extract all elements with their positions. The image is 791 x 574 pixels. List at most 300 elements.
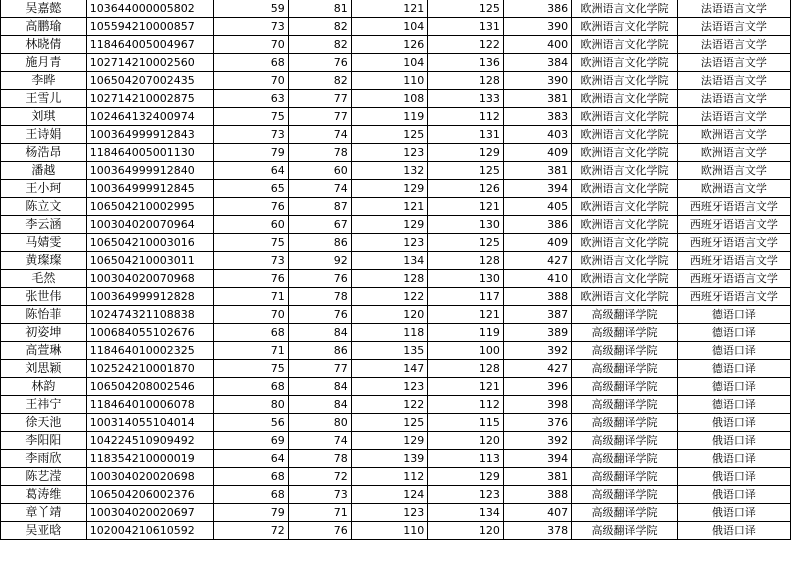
politics-score-cell: 68 — [213, 486, 288, 504]
politics-score-cell: 72 — [213, 522, 288, 540]
name-cell: 王雪儿 — [1, 90, 87, 108]
major-cell: 法语语言文学 — [677, 72, 790, 90]
politics-score-cell: 76 — [213, 270, 288, 288]
subject2-score-cell: 125 — [428, 0, 504, 18]
exam-id-cell: 103644000005802 — [86, 0, 213, 18]
exam-id-cell: 106504210003016 — [86, 234, 213, 252]
subject2-score-cell: 131 — [428, 18, 504, 36]
politics-score-cell: 63 — [213, 90, 288, 108]
school-cell: 高级翻译学院 — [572, 324, 678, 342]
foreign-language-score-cell: 77 — [288, 90, 351, 108]
name-cell: 王祎宁 — [1, 396, 87, 414]
politics-score-cell: 68 — [213, 324, 288, 342]
school-cell: 高级翻译学院 — [572, 522, 678, 540]
total-score-cell: 392 — [503, 432, 571, 450]
name-cell: 初姿坤 — [1, 324, 87, 342]
foreign-language-score-cell: 76 — [288, 54, 351, 72]
school-cell: 高级翻译学院 — [572, 450, 678, 468]
total-score-cell: 407 — [503, 504, 571, 522]
table-row — [1, 378, 791, 396]
politics-score-cell: 69 — [213, 432, 288, 450]
school-cell: 高级翻译学院 — [572, 468, 678, 486]
total-score-cell: 394 — [503, 450, 571, 468]
exam-id-cell: 106504208002546 — [86, 378, 213, 396]
subject2-score-cell: 128 — [428, 72, 504, 90]
subject1-score-cell: 124 — [351, 486, 428, 504]
subject1-score-cell: 122 — [351, 396, 428, 414]
school-cell: 欧洲语言文化学院 — [572, 54, 678, 72]
table-row — [1, 0, 791, 18]
politics-score-cell: 70 — [213, 72, 288, 90]
major-cell: 法语语言文学 — [677, 108, 790, 126]
table-row — [1, 270, 791, 288]
subject2-score-cell: 133 — [428, 90, 504, 108]
major-cell: 俄语口译 — [677, 522, 790, 540]
total-score-cell: 398 — [503, 396, 571, 414]
total-score-cell: 388 — [503, 288, 571, 306]
subject1-score-cell: 129 — [351, 432, 428, 450]
subject2-score-cell: 125 — [428, 234, 504, 252]
table-row — [1, 450, 791, 468]
major-cell: 西班牙语语言文学 — [677, 234, 790, 252]
subject1-score-cell: 125 — [351, 126, 428, 144]
major-cell: 德语口译 — [677, 396, 790, 414]
total-score-cell: 376 — [503, 414, 571, 432]
name-cell: 王小珂 — [1, 180, 87, 198]
table-row — [1, 414, 791, 432]
foreign-language-score-cell: 78 — [288, 450, 351, 468]
total-score-cell: 386 — [503, 0, 571, 18]
subject2-score-cell: 136 — [428, 54, 504, 72]
name-cell: 施月青 — [1, 54, 87, 72]
subject1-score-cell: 134 — [351, 252, 428, 270]
foreign-language-score-cell: 84 — [288, 396, 351, 414]
name-cell: 高鹏瑜 — [1, 18, 87, 36]
school-cell: 欧洲语言文化学院 — [572, 18, 678, 36]
school-cell: 高级翻译学院 — [572, 486, 678, 504]
name-cell: 杨浩昂 — [1, 144, 87, 162]
school-cell: 欧洲语言文化学院 — [572, 0, 678, 18]
school-cell: 欧洲语言文化学院 — [572, 252, 678, 270]
major-cell: 欧洲语言文学 — [677, 144, 790, 162]
school-cell: 欧洲语言文化学院 — [572, 72, 678, 90]
table-row — [1, 54, 791, 72]
foreign-language-score-cell: 82 — [288, 72, 351, 90]
name-cell: 章丫靖 — [1, 504, 87, 522]
subject2-score-cell: 120 — [428, 522, 504, 540]
foreign-language-score-cell: 74 — [288, 432, 351, 450]
exam-id-cell: 102474321108838 — [86, 306, 213, 324]
major-cell: 俄语口译 — [677, 504, 790, 522]
name-cell: 陈立文 — [1, 198, 87, 216]
politics-score-cell: 68 — [213, 54, 288, 72]
foreign-language-score-cell: 77 — [288, 108, 351, 126]
major-cell: 法语语言文学 — [677, 0, 790, 18]
foreign-language-score-cell: 82 — [288, 18, 351, 36]
table-row — [1, 504, 791, 522]
table-row — [1, 288, 791, 306]
total-score-cell: 427 — [503, 360, 571, 378]
politics-score-cell: 59 — [213, 0, 288, 18]
school-cell: 欧洲语言文化学院 — [572, 288, 678, 306]
foreign-language-score-cell: 81 — [288, 0, 351, 18]
subject1-score-cell: 135 — [351, 342, 428, 360]
subject1-score-cell: 120 — [351, 306, 428, 324]
foreign-language-score-cell: 60 — [288, 162, 351, 180]
total-score-cell: 410 — [503, 270, 571, 288]
table-row — [1, 108, 791, 126]
politics-score-cell: 70 — [213, 36, 288, 54]
foreign-language-score-cell: 84 — [288, 378, 351, 396]
major-cell: 俄语口译 — [677, 468, 790, 486]
exam-id-cell: 106504210003011 — [86, 252, 213, 270]
table-row — [1, 90, 791, 108]
exam-id-cell: 102464132400974 — [86, 108, 213, 126]
subject1-score-cell: 108 — [351, 90, 428, 108]
subject2-score-cell: 126 — [428, 180, 504, 198]
subject2-score-cell: 119 — [428, 324, 504, 342]
major-cell: 德语口译 — [677, 342, 790, 360]
politics-score-cell: 68 — [213, 378, 288, 396]
school-cell: 高级翻译学院 — [572, 504, 678, 522]
table-row — [1, 126, 791, 144]
school-cell: 欧洲语言文化学院 — [572, 126, 678, 144]
major-cell: 德语口译 — [677, 360, 790, 378]
subject2-score-cell: 113 — [428, 450, 504, 468]
major-cell: 俄语口译 — [677, 450, 790, 468]
major-cell: 欧洲语言文学 — [677, 162, 790, 180]
name-cell: 王诗娟 — [1, 126, 87, 144]
school-cell: 欧洲语言文化学院 — [572, 108, 678, 126]
table-row — [1, 342, 791, 360]
school-cell: 欧洲语言文化学院 — [572, 36, 678, 54]
major-cell: 法语语言文学 — [677, 36, 790, 54]
total-score-cell: 400 — [503, 36, 571, 54]
total-score-cell: 409 — [503, 144, 571, 162]
subject1-score-cell: 121 — [351, 198, 428, 216]
school-cell: 欧洲语言文化学院 — [572, 180, 678, 198]
subject1-score-cell: 147 — [351, 360, 428, 378]
table-row — [1, 216, 791, 234]
foreign-language-score-cell: 80 — [288, 414, 351, 432]
subject2-score-cell: 120 — [428, 432, 504, 450]
major-cell: 欧洲语言文学 — [677, 180, 790, 198]
politics-score-cell: 71 — [213, 342, 288, 360]
politics-score-cell: 79 — [213, 504, 288, 522]
name-cell: 林晓倩 — [1, 36, 87, 54]
politics-score-cell: 64 — [213, 450, 288, 468]
subject1-score-cell: 129 — [351, 216, 428, 234]
table-row — [1, 180, 791, 198]
subject2-score-cell: 112 — [428, 108, 504, 126]
major-cell: 俄语口译 — [677, 414, 790, 432]
total-score-cell: 387 — [503, 306, 571, 324]
politics-score-cell: 75 — [213, 234, 288, 252]
subject2-score-cell: 134 — [428, 504, 504, 522]
subject2-score-cell: 125 — [428, 162, 504, 180]
major-cell: 西班牙语语言文学 — [677, 252, 790, 270]
major-cell: 西班牙语语言文学 — [677, 198, 790, 216]
table-row — [1, 468, 791, 486]
subject2-score-cell: 112 — [428, 396, 504, 414]
foreign-language-score-cell: 76 — [288, 306, 351, 324]
major-cell: 西班牙语语言文学 — [677, 270, 790, 288]
politics-score-cell: 56 — [213, 414, 288, 432]
exam-id-cell: 102524210001870 — [86, 360, 213, 378]
school-cell: 高级翻译学院 — [572, 432, 678, 450]
subject2-score-cell: 123 — [428, 486, 504, 504]
table-row — [1, 324, 791, 342]
exam-id-cell: 106504207002435 — [86, 72, 213, 90]
subject2-score-cell: 115 — [428, 414, 504, 432]
name-cell: 李阳阳 — [1, 432, 87, 450]
exam-id-cell: 100314055104014 — [86, 414, 213, 432]
exam-id-cell: 118464010002325 — [86, 342, 213, 360]
exam-id-cell: 100304020070968 — [86, 270, 213, 288]
politics-score-cell: 75 — [213, 108, 288, 126]
foreign-language-score-cell: 86 — [288, 342, 351, 360]
foreign-language-score-cell: 78 — [288, 144, 351, 162]
school-cell: 欧洲语言文化学院 — [572, 162, 678, 180]
table-row — [1, 306, 791, 324]
politics-score-cell: 70 — [213, 306, 288, 324]
name-cell: 张世伟 — [1, 288, 87, 306]
politics-score-cell: 68 — [213, 468, 288, 486]
exam-id-cell: 106504206002376 — [86, 486, 213, 504]
table-row — [1, 522, 791, 540]
school-cell: 高级翻译学院 — [572, 414, 678, 432]
school-cell: 高级翻译学院 — [572, 360, 678, 378]
total-score-cell: 384 — [503, 54, 571, 72]
name-cell: 李云涵 — [1, 216, 87, 234]
subject2-score-cell: 129 — [428, 144, 504, 162]
subject1-score-cell: 126 — [351, 36, 428, 54]
foreign-language-score-cell: 76 — [288, 270, 351, 288]
subject2-score-cell: 130 — [428, 216, 504, 234]
exam-id-cell: 106504210002995 — [86, 198, 213, 216]
politics-score-cell: 64 — [213, 162, 288, 180]
exam-id-cell: 100304020020697 — [86, 504, 213, 522]
foreign-language-score-cell: 74 — [288, 126, 351, 144]
foreign-language-score-cell: 73 — [288, 486, 351, 504]
subject2-score-cell: 130 — [428, 270, 504, 288]
major-cell: 西班牙语语言文学 — [677, 288, 790, 306]
name-cell: 毛然 — [1, 270, 87, 288]
exam-id-cell: 118464005004967 — [86, 36, 213, 54]
total-score-cell: 405 — [503, 198, 571, 216]
politics-score-cell: 73 — [213, 126, 288, 144]
politics-score-cell: 79 — [213, 144, 288, 162]
subject2-score-cell: 117 — [428, 288, 504, 306]
table-row — [1, 360, 791, 378]
table-row — [1, 234, 791, 252]
foreign-language-score-cell: 82 — [288, 36, 351, 54]
exam-id-cell: 102004210610592 — [86, 522, 213, 540]
foreign-language-score-cell: 92 — [288, 252, 351, 270]
total-score-cell: 381 — [503, 90, 571, 108]
subject1-score-cell: 121 — [351, 0, 428, 18]
politics-score-cell: 80 — [213, 396, 288, 414]
politics-score-cell: 65 — [213, 180, 288, 198]
foreign-language-score-cell: 67 — [288, 216, 351, 234]
total-score-cell: 388 — [503, 486, 571, 504]
subject1-score-cell: 132 — [351, 162, 428, 180]
major-cell: 德语口译 — [677, 378, 790, 396]
subject2-score-cell: 128 — [428, 360, 504, 378]
major-cell: 法语语言文学 — [677, 18, 790, 36]
name-cell: 徐天池 — [1, 414, 87, 432]
total-score-cell: 394 — [503, 180, 571, 198]
exam-id-cell: 102714210002560 — [86, 54, 213, 72]
total-score-cell: 392 — [503, 342, 571, 360]
name-cell: 高萱琳 — [1, 342, 87, 360]
total-score-cell: 381 — [503, 468, 571, 486]
subject1-score-cell: 129 — [351, 180, 428, 198]
total-score-cell: 390 — [503, 72, 571, 90]
exam-id-cell: 100304020070964 — [86, 216, 213, 234]
name-cell: 李晔 — [1, 72, 87, 90]
foreign-language-score-cell: 74 — [288, 180, 351, 198]
subject1-score-cell: 119 — [351, 108, 428, 126]
total-score-cell: 427 — [503, 252, 571, 270]
subject1-score-cell: 122 — [351, 288, 428, 306]
name-cell: 李雨欣 — [1, 450, 87, 468]
school-cell: 高级翻译学院 — [572, 342, 678, 360]
name-cell: 刘思颖 — [1, 360, 87, 378]
total-score-cell: 409 — [503, 234, 571, 252]
total-score-cell: 386 — [503, 216, 571, 234]
foreign-language-score-cell: 77 — [288, 360, 351, 378]
name-cell: 吴嘉懿 — [1, 0, 87, 18]
exam-id-cell: 105594210000857 — [86, 18, 213, 36]
politics-score-cell: 73 — [213, 252, 288, 270]
name-cell: 刘琪 — [1, 108, 87, 126]
subject1-score-cell: 104 — [351, 54, 428, 72]
subject1-score-cell: 110 — [351, 522, 428, 540]
total-score-cell: 389 — [503, 324, 571, 342]
foreign-language-score-cell: 76 — [288, 522, 351, 540]
name-cell: 潘越 — [1, 162, 87, 180]
major-cell: 德语口译 — [677, 306, 790, 324]
subject2-score-cell: 131 — [428, 126, 504, 144]
foreign-language-score-cell: 72 — [288, 468, 351, 486]
school-cell: 高级翻译学院 — [572, 306, 678, 324]
table-row — [1, 432, 791, 450]
table-row — [1, 252, 791, 270]
name-cell: 吴亚晗 — [1, 522, 87, 540]
school-cell: 欧洲语言文化学院 — [572, 198, 678, 216]
exam-id-cell: 100684055102676 — [86, 324, 213, 342]
subject2-score-cell: 122 — [428, 36, 504, 54]
major-cell: 欧洲语言文学 — [677, 126, 790, 144]
major-cell: 法语语言文学 — [677, 54, 790, 72]
exam-id-cell: 118354210000019 — [86, 450, 213, 468]
subject1-score-cell: 139 — [351, 450, 428, 468]
total-score-cell: 390 — [503, 18, 571, 36]
major-cell: 俄语口译 — [677, 486, 790, 504]
school-cell: 欧洲语言文化学院 — [572, 90, 678, 108]
table-row — [1, 396, 791, 414]
subject1-score-cell: 123 — [351, 144, 428, 162]
exam-id-cell: 100304020020698 — [86, 468, 213, 486]
exam-id-cell: 100364999912828 — [86, 288, 213, 306]
exam-id-cell: 100364999912845 — [86, 180, 213, 198]
exam-id-cell: 102714210002875 — [86, 90, 213, 108]
school-cell: 欧洲语言文化学院 — [572, 216, 678, 234]
school-cell: 高级翻译学院 — [572, 378, 678, 396]
subject2-score-cell: 128 — [428, 252, 504, 270]
foreign-language-score-cell: 87 — [288, 198, 351, 216]
subject1-score-cell: 123 — [351, 234, 428, 252]
table-row — [1, 486, 791, 504]
foreign-language-score-cell: 71 — [288, 504, 351, 522]
major-cell: 西班牙语语言文学 — [677, 216, 790, 234]
politics-score-cell: 76 — [213, 198, 288, 216]
table-row — [1, 144, 791, 162]
exam-id-cell: 104224510909492 — [86, 432, 213, 450]
exam-id-cell: 100364999912840 — [86, 162, 213, 180]
foreign-language-score-cell: 84 — [288, 324, 351, 342]
exam-id-cell: 118464005001130 — [86, 144, 213, 162]
name-cell: 黄璨璨 — [1, 252, 87, 270]
name-cell: 葛涛维 — [1, 486, 87, 504]
subject1-score-cell: 118 — [351, 324, 428, 342]
school-cell: 高级翻译学院 — [572, 396, 678, 414]
politics-score-cell: 73 — [213, 18, 288, 36]
total-score-cell: 383 — [503, 108, 571, 126]
table-row — [1, 162, 791, 180]
subject1-score-cell: 123 — [351, 504, 428, 522]
name-cell: 马婧雯 — [1, 234, 87, 252]
foreign-language-score-cell: 78 — [288, 288, 351, 306]
subject1-score-cell: 110 — [351, 72, 428, 90]
name-cell: 林韵 — [1, 378, 87, 396]
exam-id-cell: 118464010006078 — [86, 396, 213, 414]
major-cell: 德语口译 — [677, 324, 790, 342]
subject2-score-cell: 121 — [428, 306, 504, 324]
subject2-score-cell: 100 — [428, 342, 504, 360]
subject1-score-cell: 125 — [351, 414, 428, 432]
politics-score-cell: 60 — [213, 216, 288, 234]
total-score-cell: 403 — [503, 126, 571, 144]
school-cell: 欧洲语言文化学院 — [572, 144, 678, 162]
subject1-score-cell: 104 — [351, 18, 428, 36]
table-row — [1, 198, 791, 216]
table-row — [1, 36, 791, 54]
foreign-language-score-cell: 86 — [288, 234, 351, 252]
major-cell: 俄语口译 — [677, 432, 790, 450]
total-score-cell: 381 — [503, 162, 571, 180]
politics-score-cell: 75 — [213, 360, 288, 378]
school-cell: 欧洲语言文化学院 — [572, 270, 678, 288]
school-cell: 欧洲语言文化学院 — [572, 234, 678, 252]
subject1-score-cell: 112 — [351, 468, 428, 486]
major-cell: 法语语言文学 — [677, 90, 790, 108]
total-score-cell: 378 — [503, 522, 571, 540]
subject1-score-cell: 123 — [351, 378, 428, 396]
politics-score-cell: 71 — [213, 288, 288, 306]
subject1-score-cell: 128 — [351, 270, 428, 288]
name-cell: 陈艺滢 — [1, 468, 87, 486]
subject2-score-cell: 121 — [428, 378, 504, 396]
subject2-score-cell: 121 — [428, 198, 504, 216]
table-row — [1, 18, 791, 36]
exam-id-cell: 100364999912843 — [86, 126, 213, 144]
table-row — [1, 72, 791, 90]
total-score-cell: 396 — [503, 378, 571, 396]
subject2-score-cell: 129 — [428, 468, 504, 486]
name-cell: 陈怡菲 — [1, 306, 87, 324]
